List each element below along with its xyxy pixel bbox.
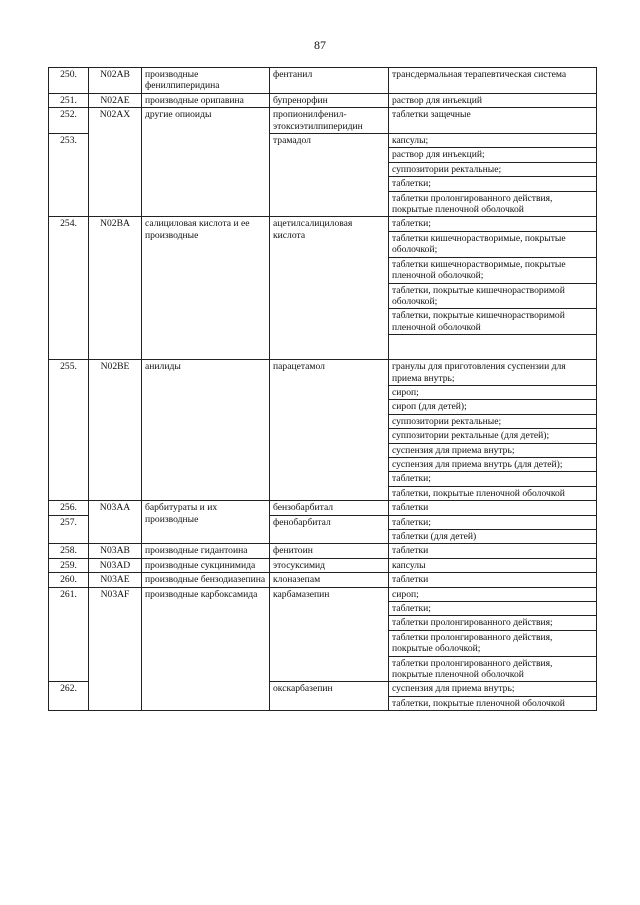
dosage-form: суспензия для приема внутрь; — [389, 443, 597, 457]
drug-group: производные бензодиазепина — [142, 573, 270, 587]
table-row — [49, 217, 597, 231]
dosage-form: гранулы для приготовления суспензии для приема внутрь; — [389, 360, 597, 386]
dosage-form: таблетки, покрытые кишечнорастворимой пленочной оболочкой — [389, 309, 597, 335]
table-row — [49, 108, 597, 134]
substance-name: этосуксимид — [270, 558, 389, 572]
dosage-form: суспензия для приема внутрь; — [389, 682, 597, 696]
row-number: 252. — [49, 108, 89, 134]
substance-name: клоназепам — [270, 573, 389, 587]
dosage-form: таблетки — [389, 501, 597, 515]
substance-name: бупренорфин — [270, 93, 389, 107]
drug-list-table — [48, 67, 597, 711]
dosage-form: таблетки; — [389, 177, 597, 191]
drug-group: салициловая кислота и ее производные — [142, 217, 270, 360]
dosage-form: таблетки, покрытые пленочной оболочкой — [389, 486, 597, 500]
dosage-form: таблетки защечные — [389, 108, 597, 134]
dosage-form: таблетки; — [389, 515, 597, 529]
dosage-form: сироп; — [389, 385, 597, 399]
row-number: 253. — [49, 134, 89, 217]
page-number: 87 — [314, 38, 326, 52]
substance-name: парацетамол — [270, 360, 389, 501]
table-row — [49, 587, 597, 601]
table-row — [49, 544, 597, 558]
atc-code: N03AF — [89, 587, 142, 711]
atc-code: N02AX — [89, 108, 142, 217]
atc-code: N03AB — [89, 544, 142, 558]
substance-name: фенобарбитал — [270, 515, 389, 544]
dosage-form: таблетки пролонгированного действия, покрытые пленочной оболочкой — [389, 191, 597, 217]
table-row — [49, 501, 597, 515]
substance-name: фентанил — [270, 68, 389, 94]
row-number: 254. — [49, 217, 89, 360]
dosage-form: суспензия для приема внутрь (для детей); — [389, 457, 597, 471]
atc-code: N03AE — [89, 573, 142, 587]
dosage-form: таблетки, покрытые пленочной оболочкой — [389, 696, 597, 710]
row-number: 261. — [49, 587, 89, 682]
drug-group: анилиды — [142, 360, 270, 501]
dosage-form: суппозитории ректальные; — [389, 414, 597, 428]
row-number: 258. — [49, 544, 89, 558]
substance-name: трамадол — [270, 134, 389, 217]
dosage-form: таблетки кишечнорастворимые, покрытые пленочной оболочкой; — [389, 257, 597, 283]
substance-name: окскарбазепин — [270, 682, 389, 711]
atc-code: N02AB — [89, 68, 142, 94]
row-number: 260. — [49, 573, 89, 587]
dosage-form: капсулы — [389, 558, 597, 572]
table-row — [49, 573, 597, 587]
atc-code: N02BA — [89, 217, 142, 360]
dosage-form: раствор для инъекций; — [389, 148, 597, 162]
drug-group: производные сукцинимида — [142, 558, 270, 572]
table-row — [49, 558, 597, 572]
substance-name: пропионилфенил-этоксиэтилпиперидин — [270, 108, 389, 134]
row-number: 262. — [49, 682, 89, 711]
drug-group: производные карбоксамида — [142, 587, 270, 711]
dosage-form: таблетки, покрытые кишечнорастворимой оболочкой; — [389, 283, 597, 309]
dosage-form: сироп (для детей); — [389, 400, 597, 414]
empty-cell — [389, 335, 597, 360]
atc-code: N02BE — [89, 360, 142, 501]
atc-code: N02AE — [89, 93, 142, 107]
dosage-form: раствор для инъекций — [389, 93, 597, 107]
substance-name: бензобарбитал — [270, 501, 389, 515]
drug-group: другие опиоиды — [142, 108, 270, 217]
dosage-form: суппозитории ректальные (для детей); — [389, 429, 597, 443]
dosage-form: таблетки пролонгированного действия, покрытые пленочной оболочкой — [389, 656, 597, 682]
row-number: 250. — [49, 68, 89, 94]
dosage-form: таблетки пролонгированного действия; — [389, 616, 597, 630]
row-number: 255. — [49, 360, 89, 501]
dosage-form: таблетки; — [389, 472, 597, 486]
substance-name: фенитоин — [270, 544, 389, 558]
dosage-form: таблетки — [389, 544, 597, 558]
dosage-form: таблетки кишечнорастворимые, покрытые оболочкой; — [389, 231, 597, 257]
row-number: 259. — [49, 558, 89, 572]
substance-name: карбамазепин — [270, 587, 389, 682]
dosage-form: таблетки (для детей) — [389, 530, 597, 544]
row-number: 257. — [49, 515, 89, 544]
dosage-form: таблетки — [389, 573, 597, 587]
table-row — [49, 360, 597, 386]
dosage-form: трансдермальная терапевтическая система — [389, 68, 597, 94]
row-number: 256. — [49, 501, 89, 515]
dosage-form: таблетки пролонгированного действия, покрытые оболочкой; — [389, 630, 597, 656]
dosage-form: таблетки; — [389, 217, 597, 231]
atc-code: N03AA — [89, 501, 142, 544]
dosage-form: сироп; — [389, 587, 597, 601]
dosage-form: таблетки; — [389, 602, 597, 616]
substance-name: ацетилсалициловая кислота — [270, 217, 389, 360]
drug-group: производные гидантоина — [142, 544, 270, 558]
drug-group: производные орипавина — [142, 93, 270, 107]
drug-group: барбитураты и их производные — [142, 501, 270, 544]
dosage-form: капсулы; — [389, 134, 597, 148]
table-row — [49, 68, 597, 94]
row-number: 251. — [49, 93, 89, 107]
table-row — [49, 93, 597, 107]
dosage-form: суппозитории ректальные; — [389, 162, 597, 176]
drug-group: производные фенилпиперидина — [142, 68, 270, 94]
atc-code: N03AD — [89, 558, 142, 572]
